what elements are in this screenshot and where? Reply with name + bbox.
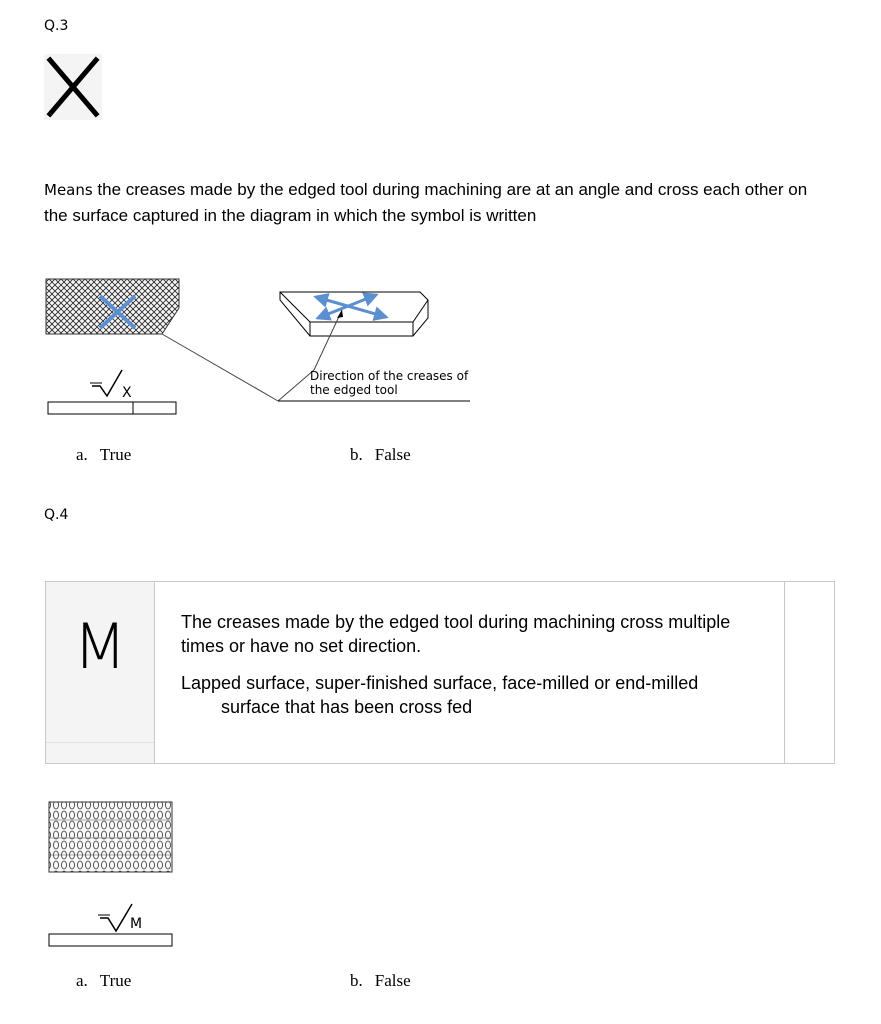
part-outline — [48, 402, 176, 414]
part-outline — [49, 934, 172, 946]
q3-option-b[interactable] — [350, 445, 411, 465]
table-divider — [784, 582, 785, 763]
caption-line-1: Direction of the creases of — [310, 369, 469, 383]
option-text: False — [374, 971, 411, 990]
option-text: False — [374, 445, 411, 464]
q3-description-lead: Means — [44, 181, 93, 199]
option-text: True — [99, 445, 132, 464]
x-symbol-icon — [44, 54, 102, 120]
multidirectional-section — [49, 802, 172, 872]
q4-description — [181, 610, 751, 719]
option-text: True — [99, 971, 132, 990]
q3-diagram — [40, 270, 480, 430]
leader-line-1 — [162, 334, 278, 401]
q3-description — [44, 177, 834, 229]
q3-description-rest: the creases made by the edged tool during machining are at an angle and cross each other on the surface captured in the diagram in which the symbol is written — [44, 180, 808, 225]
caption-line-2: the edged tool — [310, 383, 398, 397]
q4-text-p1: The creases made by the edged tool during machining cross multiple times or have no set direction. — [181, 612, 731, 656]
q4-text-p2: Lapped surface, super-finished surface, face-milled or end-milled surface that has been cross fed — [181, 673, 699, 717]
option-letter: a. — [76, 445, 88, 464]
leader-line-2 — [278, 370, 314, 401]
q4-label: Q.4 — [44, 507, 69, 523]
option-letter: b. — [350, 445, 363, 464]
q4-diagram — [44, 800, 184, 955]
q3-label: Q.3 — [44, 18, 69, 34]
m-symbol-icon: M — [73, 610, 127, 683]
option-letter: b. — [350, 971, 363, 990]
q4-symbol-annotation: M — [130, 916, 143, 932]
q3-option-a[interactable] — [76, 445, 131, 465]
q3-symbol-annotation: X — [122, 385, 132, 401]
q3-symbol-box — [44, 54, 102, 120]
q4-option-a[interactable] — [76, 971, 131, 991]
q4-symbol-cell — [46, 582, 155, 763]
q4-option-b[interactable] — [350, 971, 411, 991]
option-letter: a. — [76, 971, 88, 990]
surface-symbol-icon — [100, 904, 132, 931]
q3-caption — [310, 369, 468, 397]
q4-symbol-table — [45, 581, 835, 764]
